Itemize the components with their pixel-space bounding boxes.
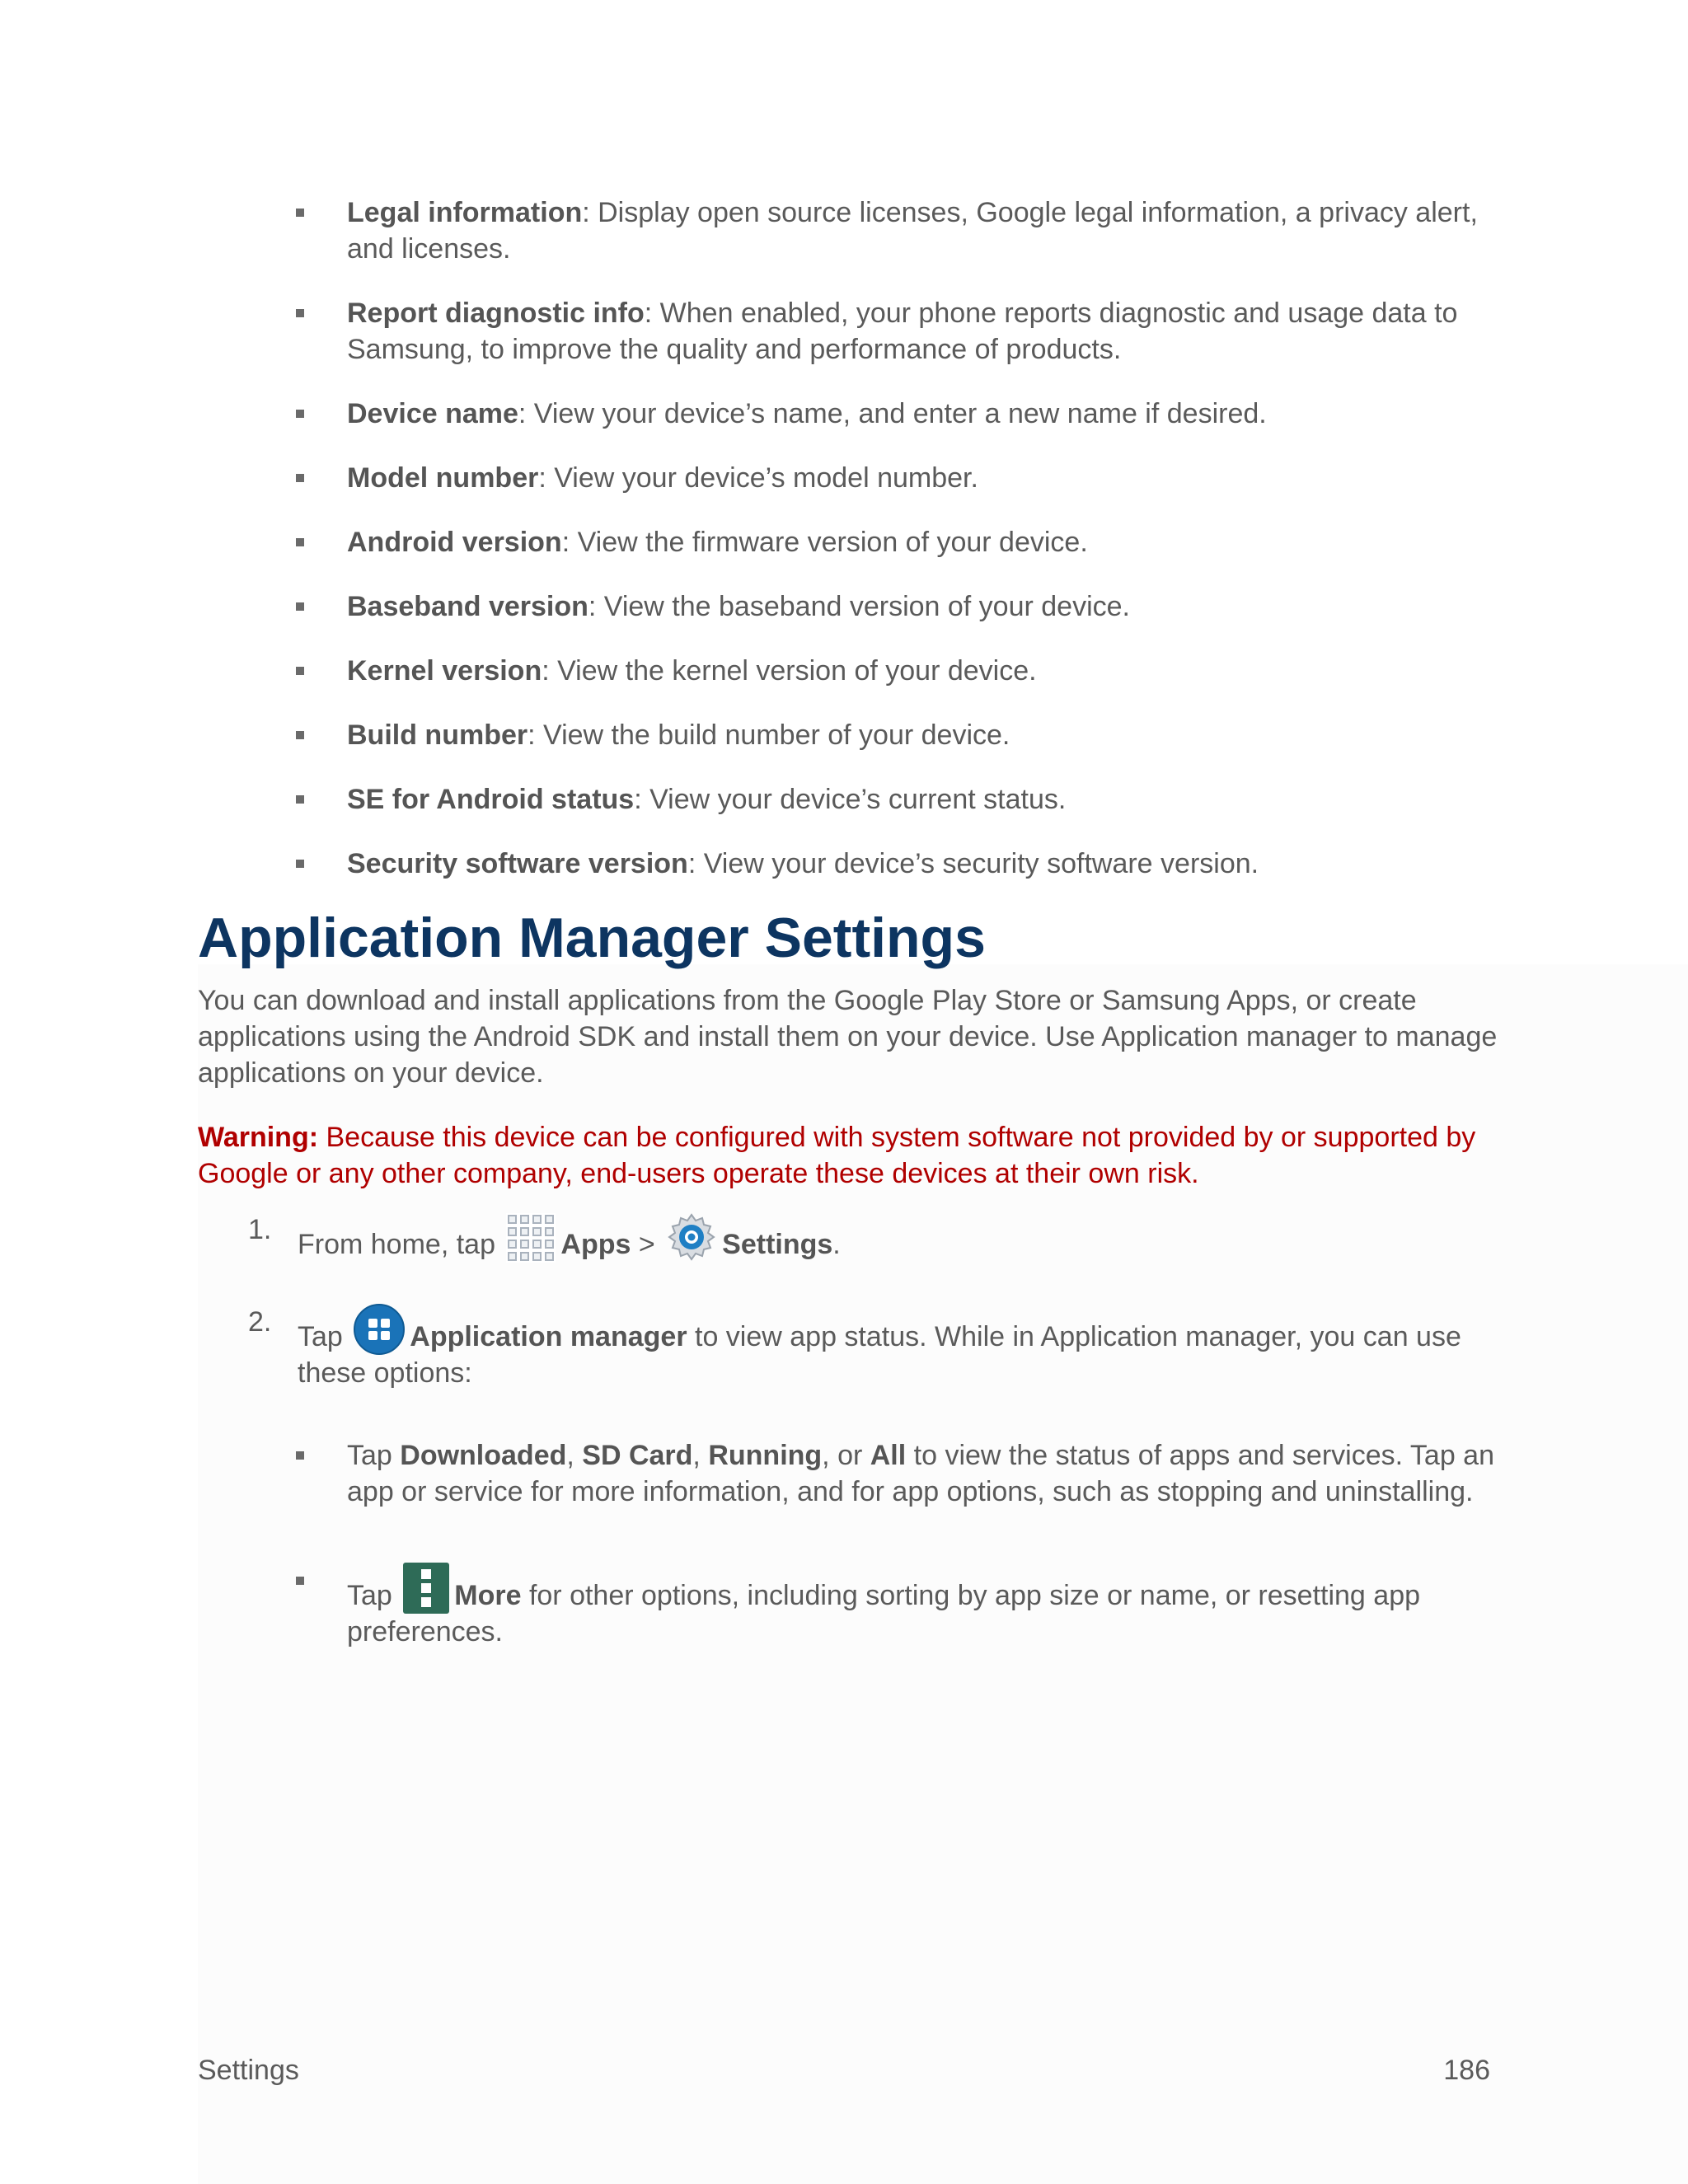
application-manager-icon [354, 1304, 405, 1355]
item-term: Legal information [347, 197, 583, 228]
apps-label: Apps [560, 1229, 631, 1260]
item-desc: : View your device’s name, and enter a new name if desired. [518, 398, 1267, 429]
item-term: Model number [347, 462, 539, 494]
list-item [347, 1563, 1501, 1650]
step-1 [248, 1212, 1501, 1263]
sdcard-label: SD Card [582, 1440, 693, 1471]
intro-paragraph: You can download and install applications from the Google Play Store or Samsung Apps, or create applications using the Android SDK and install them on your device. Use Application manager to manage applications on your device. [198, 985, 1498, 1089]
list-item [347, 460, 1484, 496]
item-term: Kernel version [347, 655, 542, 687]
item-desc: : View the build number of your device. [528, 719, 1010, 751]
list-item [347, 194, 1484, 267]
app-manager-label: Application manager [410, 1321, 687, 1352]
step-end: . [832, 1229, 841, 1260]
section-heading: Application Manager Settings [198, 907, 986, 969]
item-desc: : When enabled, your phone reports diagnostic and usage data to Samsung, to improve the quality and performance of products. [347, 298, 1458, 365]
item-desc: : View your device’s security software version. [687, 848, 1259, 879]
list-item [347, 846, 1484, 882]
sub-text: Tap [347, 1440, 401, 1471]
sub-text: to view the status of apps and services. Tap an app or service for more information, and for app options, such as stopping and uninstalling. [347, 1440, 1494, 1507]
bullet-marker [296, 860, 304, 868]
list-item [347, 717, 1484, 753]
gear-icon [666, 1212, 717, 1263]
item-desc: : View your device’s model number. [538, 462, 978, 494]
bullet-marker [296, 731, 304, 739]
sub-text: , or [822, 1440, 870, 1471]
list-item [347, 396, 1484, 432]
list-item [347, 588, 1484, 625]
sub-text: , [566, 1440, 583, 1471]
item-desc: : Display open source licenses, Google legal information, a privacy alert, and licenses. [347, 197, 1478, 265]
step-text-post: to view app status. While in Application manager, you can use these options: [298, 1321, 1461, 1389]
bullet-marker [296, 474, 304, 482]
item-term: Report diagnostic info [347, 298, 645, 329]
separator: > [631, 1229, 663, 1260]
item-term: Android version [347, 527, 562, 558]
item-term: SE for Android status [347, 784, 635, 815]
bullet-marker [296, 538, 304, 546]
sub-text: , [692, 1440, 709, 1471]
downloaded-label: Downloaded [400, 1440, 567, 1471]
bullet-marker [296, 667, 304, 675]
item-desc: : View the firmware version of your device. [561, 527, 1088, 558]
running-label: Running [708, 1440, 823, 1471]
bullet-marker [296, 209, 304, 217]
item-desc: : View the kernel version of your device. [542, 655, 1037, 687]
more-options-icon [403, 1563, 449, 1614]
apps-grid-icon [506, 1213, 556, 1263]
list-item [347, 295, 1484, 368]
bullet-marker [296, 795, 304, 804]
bullet-marker [296, 410, 304, 418]
step-2 [248, 1304, 1501, 1391]
step-number: 1. [248, 1214, 272, 1245]
step-text: Tap [298, 1321, 351, 1352]
list-item [347, 1437, 1501, 1510]
sub-text: for other options, including sorting by app size or name, or resetting app preferences. [347, 1580, 1421, 1647]
list-item [347, 653, 1484, 689]
list-item [347, 524, 1484, 560]
bullet-marker [296, 602, 304, 611]
item-term: Baseband version [347, 591, 588, 622]
warning-text: Because this device can be configured with system software not provided by or supported by Google or any other company, end-users operate these devices at their own risk. [198, 1122, 1476, 1189]
item-term: Device name [347, 398, 518, 429]
warning-label: Warning: [198, 1122, 319, 1153]
bullet-marker [296, 309, 304, 317]
all-label: All [870, 1440, 907, 1471]
sub-text: Tap [347, 1580, 401, 1611]
bullet-marker [296, 1451, 304, 1460]
item-term: Security software version [347, 848, 688, 879]
settings-label: Settings [722, 1229, 833, 1260]
footer-section: Settings [198, 2055, 299, 2086]
warning-paragraph [198, 1119, 1500, 1192]
item-desc: : View the baseband version of your device. [588, 591, 1130, 622]
step-text: From home, tap [298, 1229, 504, 1260]
page-number: 186 [1443, 2055, 1490, 2086]
bullet-marker [296, 1577, 304, 1585]
item-desc: : View your device’s current status. [634, 784, 1067, 815]
list-item [347, 781, 1484, 818]
step-number: 2. [248, 1306, 272, 1338]
item-term: Build number [347, 719, 528, 751]
more-label: More [454, 1580, 522, 1611]
